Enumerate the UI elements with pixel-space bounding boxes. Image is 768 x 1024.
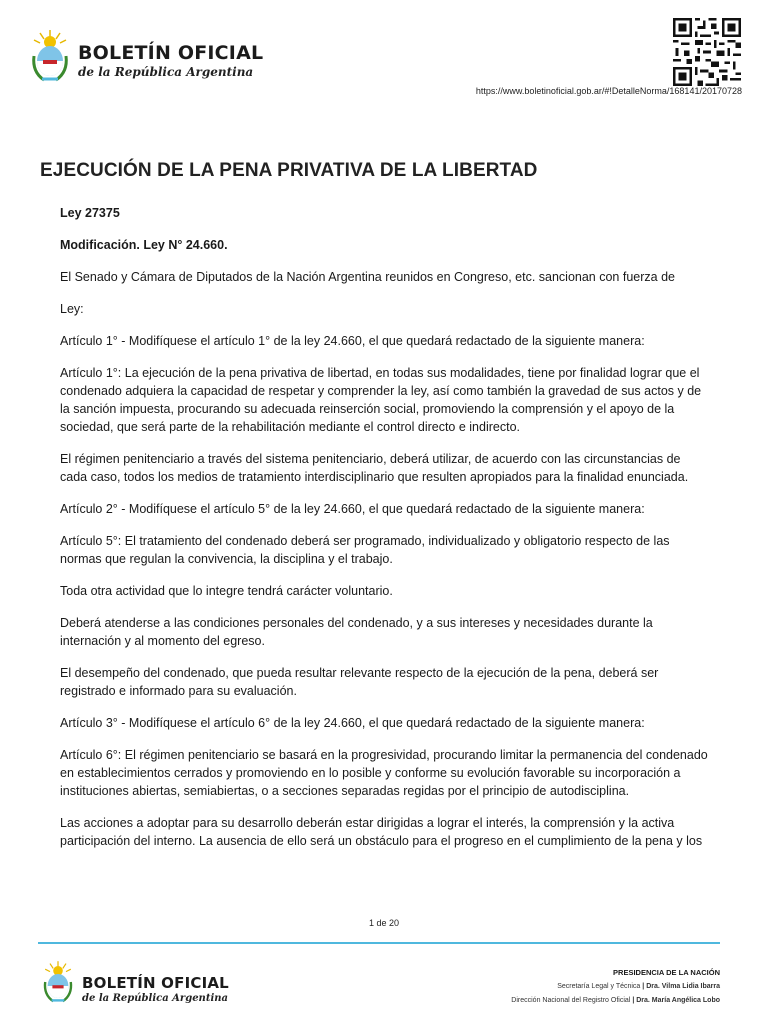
law-modification: Modificación. Ley N° 24.660. xyxy=(60,238,228,252)
paragraph: Artículo 2° - Modifíquese el artículo 5° de la ley 24.660, el que quedará redactado de la siguiente manera: xyxy=(60,502,645,516)
direccion-line xyxy=(511,994,720,1008)
footer-credits xyxy=(511,966,720,1008)
document-url[interactable]: https://www.boletinoficial.gob.ar/#!DetalleNorma/168141/20170728 xyxy=(475,86,742,96)
direccion-label: Dirección Nacional del Registro Oficial xyxy=(511,997,631,1004)
paragraph: Artículo 5°: El tratamiento del condenado deberá ser programado, individualizado y obligatorio respecto de las normas que regulan la convivencia, la disciplina y el trabajo. xyxy=(60,534,670,566)
page-header xyxy=(0,0,768,110)
qr-code-icon xyxy=(673,18,741,86)
paragraph: Artículo 1°: La ejecución de la pena privativa de libertad, en todas sus modalidades, tiene por finalidad lograr que el condenado adquiera la capacidad de respetar y comprender la ley, así como también la gravedad de sus actos y de la sanción impuesta, procurando su adecuada reinserción social, promoviendo la comprensión y el apoyo de la sociedad, que será parte de la rehabilitación mediante el control directo e indirecto. xyxy=(60,366,702,434)
brand-subtitle: de la República Argentina xyxy=(78,65,254,79)
paragraph: Artículo 3° - Modifíquese el artículo 6° de la ley 24.660, el que quedará redactado de la siguiente manera: xyxy=(60,716,645,730)
paragraph: El desempeño del condenado, que pueda resultar relevante respecto de la ejecución de la pena, deberá ser registrado e informado para su evaluación. xyxy=(60,666,659,698)
footer-divider xyxy=(38,942,720,944)
brand-title: BOLETÍN OFICIAL xyxy=(78,42,264,64)
presidency-label: PRESIDENCIA DE LA NACIÓN xyxy=(613,968,720,977)
coat-of-arms-icon xyxy=(30,28,70,84)
paragraph: Deberá atenderse a las condiciones personales del condenado, y a sus intereses y necesidades durante la internación y al momento del egreso. xyxy=(60,616,653,648)
paragraph: Las acciones a adoptar para su desarrollo deberán estar dirigidas a lograr el interés, la comprensión y la activa participación del interno. La ausencia de ello será un obstáculo para el progreso en el cumplimiento de la pena y los xyxy=(60,816,703,848)
footer-brand-title: BOLETÍN OFICIAL xyxy=(82,974,229,992)
secretaria-label: Secretaría Legal y Técnica xyxy=(557,983,641,990)
separator: | xyxy=(642,983,645,990)
secretaria-name: Dra. Vilma Lidia Ibarra xyxy=(646,983,720,990)
separator: | xyxy=(632,997,635,1004)
footer-brand-subtitle: de la República Argentina xyxy=(82,993,228,1004)
paragraph: El régimen penitenciario a través del sistema penitenciario, deberá utilizar, de acuerdo con las circunstancias de cada caso, todos los medios de tratamiento interdisciplinario que resulten apropiados para la finalidad enunciada. xyxy=(60,452,689,484)
paragraph: Artículo 6°: El régimen penitenciario se basará en la progresividad, procurando limitar la permanencia del condenado en establecimientos cerrados y promoviendo en lo posible y conforme su evolución favorable su incorporación a instituciones abiertas, semiabiertas, o a secciones separadas regidas por el principio de autodisciplina. xyxy=(60,748,708,798)
paragraph: Ley: xyxy=(60,302,84,316)
coat-of-arms-icon xyxy=(42,958,74,1006)
paragraph: Toda otra actividad que lo integre tendrá carácter voluntario. xyxy=(60,584,393,598)
paragraph: Artículo 1° - Modifíquese el artículo 1° de la ley 24.660, el que quedará redactado de la siguiente manera: xyxy=(60,334,645,348)
secretaria-line xyxy=(511,980,720,994)
document-body xyxy=(60,204,708,864)
footer-brand-block xyxy=(82,975,229,1005)
page-title: EJECUCIÓN DE LA PENA PRIVATIVA DE LA LIBERTAD xyxy=(40,160,538,181)
brand-block xyxy=(78,42,263,80)
law-number: Ley 27375 xyxy=(60,206,120,220)
paragraph: El Senado y Cámara de Diputados de la Nación Argentina reunidos en Congreso, etc. sancionan con fuerza de xyxy=(60,270,675,284)
direccion-name: Dra. María Angélica Lobo xyxy=(636,997,720,1004)
page-number: 1 de 20 xyxy=(368,918,400,928)
